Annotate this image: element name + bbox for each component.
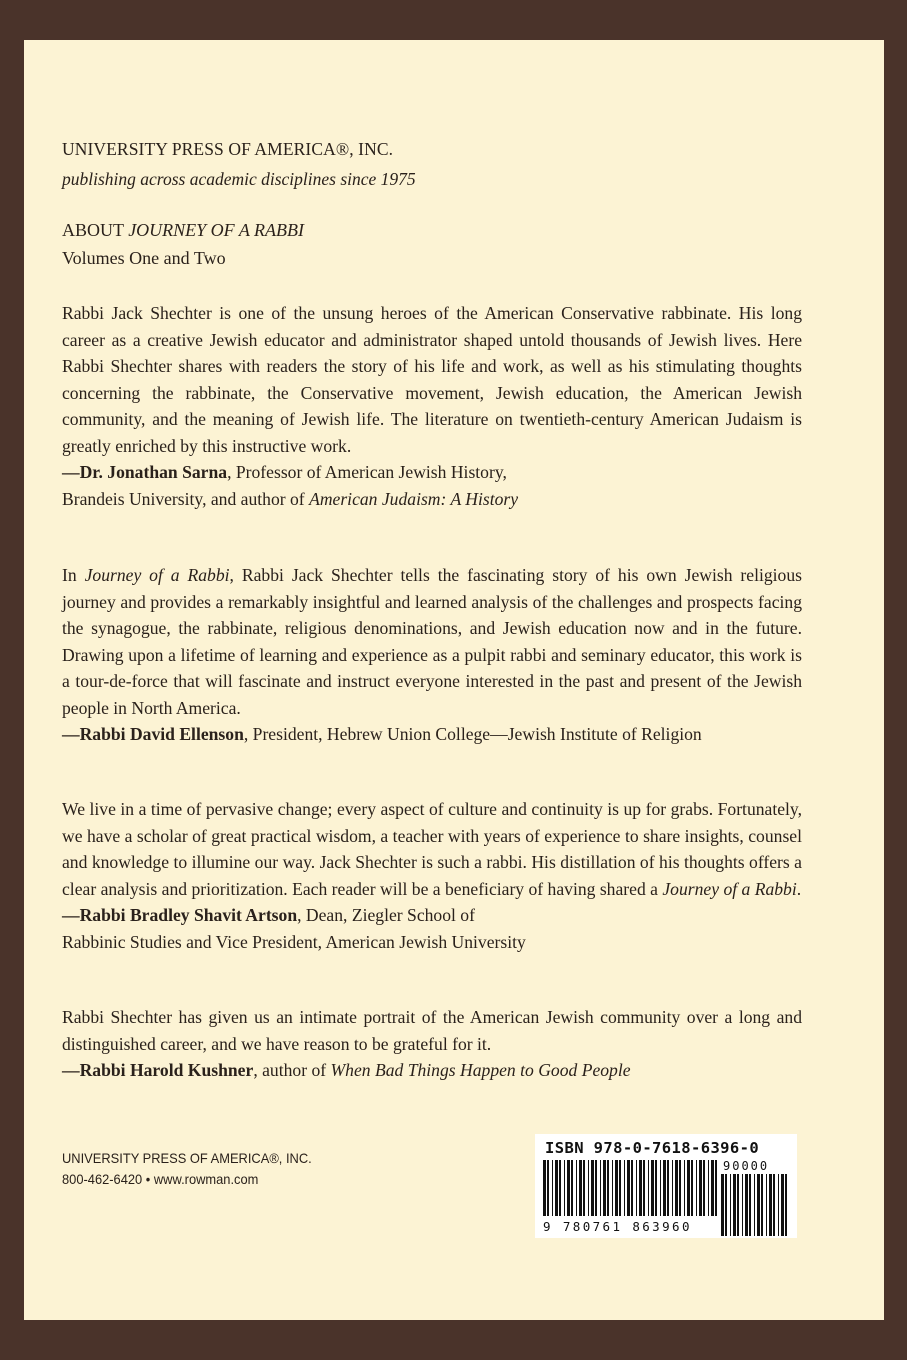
blurb-book-title: Journey of a Rabbi [662,878,797,899]
isbn-label: ISBN 978-0-7618-6396-0 [545,1139,760,1157]
barcode-digits: 9 780761 863960 [543,1219,692,1234]
barcode-bar [547,1160,549,1216]
barcode-bar [663,1160,666,1216]
blurb-ellenson [62,562,802,748]
barcode-bar [576,1160,577,1216]
publisher-name: UNIVERSITY PRESS OF AMERICA®, INC. [62,139,394,159]
barcode-bar [715,1160,717,1216]
barcode-bar [691,1160,693,1216]
blurb-text [62,562,802,721]
blurb-text-body: We live in a time of pervasive change; every aspect of culture and continuity is up for grabs. Fortunately, we have a scholar of great practical wisdom, a teacher with years of experience to share insights, counsel and knowledge to illumine our way. Jack Shechter is such a rabbi. His distillation of his thoughts offers a clear analysis and prioritization. Each reader will be a beneficiary of having shared a [62,799,802,899]
blurb-text-post: . [796,878,802,899]
barcode-bar [595,1160,597,1216]
barcode-bar [737,1174,739,1236]
attribution-affiliation: Brandeis University, and author of [62,488,310,509]
barcode-bar [648,1160,649,1216]
barcode-bar [552,1160,553,1216]
barcode-bar [754,1174,755,1236]
blurb-attribution-line2: Rabbinic Studies and Vice President, American Jewish University [62,931,526,952]
barcode-main-bars [543,1160,721,1216]
barcode-bar [567,1160,570,1216]
attribution-book-title: American Judaism: A History [309,488,519,509]
blurb-text [62,796,802,902]
barcode-bar [619,1160,621,1216]
barcode-bar [742,1174,743,1236]
blurb-text: Rabbi Shechter has given us an intimate portrait of the American Jewish community over a long and distinguished career, and we have reason to be grateful for it. [62,1007,802,1054]
barcode-bar [579,1160,582,1216]
attribution-name: —Rabbi David Ellenson [62,724,244,744]
barcode-bar [708,1160,709,1216]
barcode-bar [571,1160,573,1216]
barcode-bar [733,1174,736,1236]
attribution-affiliation: , author of [253,1060,331,1080]
attribution-affiliation: , President, Hebrew Union College—Jewish Institute of Religion [243,724,702,744]
blurb-attribution [62,902,802,929]
barcode-bar [667,1160,669,1216]
barcode-bar [725,1174,727,1236]
barcode-bar [711,1160,714,1216]
blurb-attribution [62,1057,802,1084]
barcode-bar [543,1160,546,1216]
barcode-bar [703,1160,705,1216]
isbn-barcode [535,1134,797,1238]
barcode-bar [769,1174,772,1236]
attribution-name: —Rabbi Harold Kushner [62,1060,254,1080]
barcode-bar [615,1160,618,1216]
barcode-bar [684,1160,685,1216]
barcode-bar [564,1160,565,1216]
barcode-bar [721,1174,724,1236]
barcode-bar [624,1160,625,1216]
about-heading [62,220,304,241]
barcode-bar [675,1160,678,1216]
barcode-bar [583,1160,585,1216]
about-title: JOURNEY OF A RABBI [128,220,304,240]
attribution-name: —Rabbi Bradley Shavit Artson [62,905,298,925]
barcode-addon-bars [721,1174,791,1236]
barcode-bar [660,1160,661,1216]
blurb-sarna [62,300,802,512]
barcode-bar [636,1160,637,1216]
footer-publisher [62,1148,312,1190]
barcode-bar [643,1160,645,1216]
barcode-bar [781,1174,784,1236]
barcode-bar [687,1160,690,1216]
barcode-bar [559,1160,561,1216]
barcode-bar [607,1160,609,1216]
barcode-bar [757,1174,760,1236]
barcode-bar [745,1174,748,1236]
blurb-text: Rabbi Jack Shechter is one of the unsung heroes of the American Conservative rabbinate. His long career as a creative Jewish educator and administrator shaped untold thousands of Jewish lives. Here Rabbi Shechter shares with readers the story of his life and work, as well as his stimulating thoughts concerning the rabbinate, the Conservative movement, Jewish education, the American Jewish community, and the meaning of Jewish life. The literature on twentieth-century American Judaism is greatly enriched by this instructive work. [62,303,802,456]
barcode-bar [639,1160,642,1216]
blurb-text-body: , Rabbi Jack Shechter tells the fascinating story of his own Jewish religious journey and provides a remarkably insightful and learned analysis of the challenges and prospects facing the synagogue, the rabbinate, religious denominations, and Jewish education now and in the future. Drawing upon a lifetime of learning and experience as a pulpit rabbi and seminary educator, this work is a tour-de-force that will fascinate and instruct everyone interested in the past and present of the Jewish people in North America. [62,565,802,718]
barcode-bar [588,1160,589,1216]
back-cover [24,40,884,1320]
barcode-bar [627,1160,630,1216]
volumes-line: Volumes One and Two [62,248,226,268]
attribution-affiliation: , Dean, Ziegler School of [297,905,475,925]
barcode-bar [773,1174,775,1236]
attribution-name: —Dr. Jonathan Sarna [62,462,228,482]
barcode-bar [655,1160,657,1216]
barcode-bar [778,1174,779,1236]
blurb-kushner [62,1004,802,1084]
blurb-book-title: Journey of a Rabbi [84,565,230,585]
barcode-bar [761,1174,763,1236]
barcode-bar [600,1160,601,1216]
barcode-bar [612,1160,613,1216]
barcode-bar [555,1160,558,1216]
barcode-bar [785,1174,787,1236]
footer-contact: 800-462-6420 • www.rowman.com [62,1171,259,1187]
attribution-book-title: When Bad Things Happen to Good People [330,1060,631,1080]
barcode-bar [591,1160,594,1216]
barcode-bar [679,1160,681,1216]
blurb-attribution [62,721,802,748]
barcode-bar [766,1174,767,1236]
blurb-artson [62,796,802,955]
barcode-bar [603,1160,606,1216]
blurb-attribution [62,459,802,486]
barcode-bar [631,1160,633,1216]
barcode-addon-number: 90000 [723,1159,770,1173]
blurb-text-pre: In [62,565,85,585]
barcode-bar [730,1174,731,1236]
about-prefix: ABOUT [62,220,129,240]
barcode-bar [696,1160,697,1216]
barcode-bar [749,1174,751,1236]
barcode-bar [672,1160,673,1216]
barcode-bar [699,1160,702,1216]
publisher-tagline: publishing across academic disciplines since 1975 [62,169,416,189]
blurb-attribution-line2 [62,486,802,513]
attribution-affiliation: , Professor of American Jewish History, [227,462,507,482]
barcode-bar [651,1160,654,1216]
footer-publisher-name: UNIVERSITY PRESS OF AMERICA®, INC. [62,1150,312,1166]
